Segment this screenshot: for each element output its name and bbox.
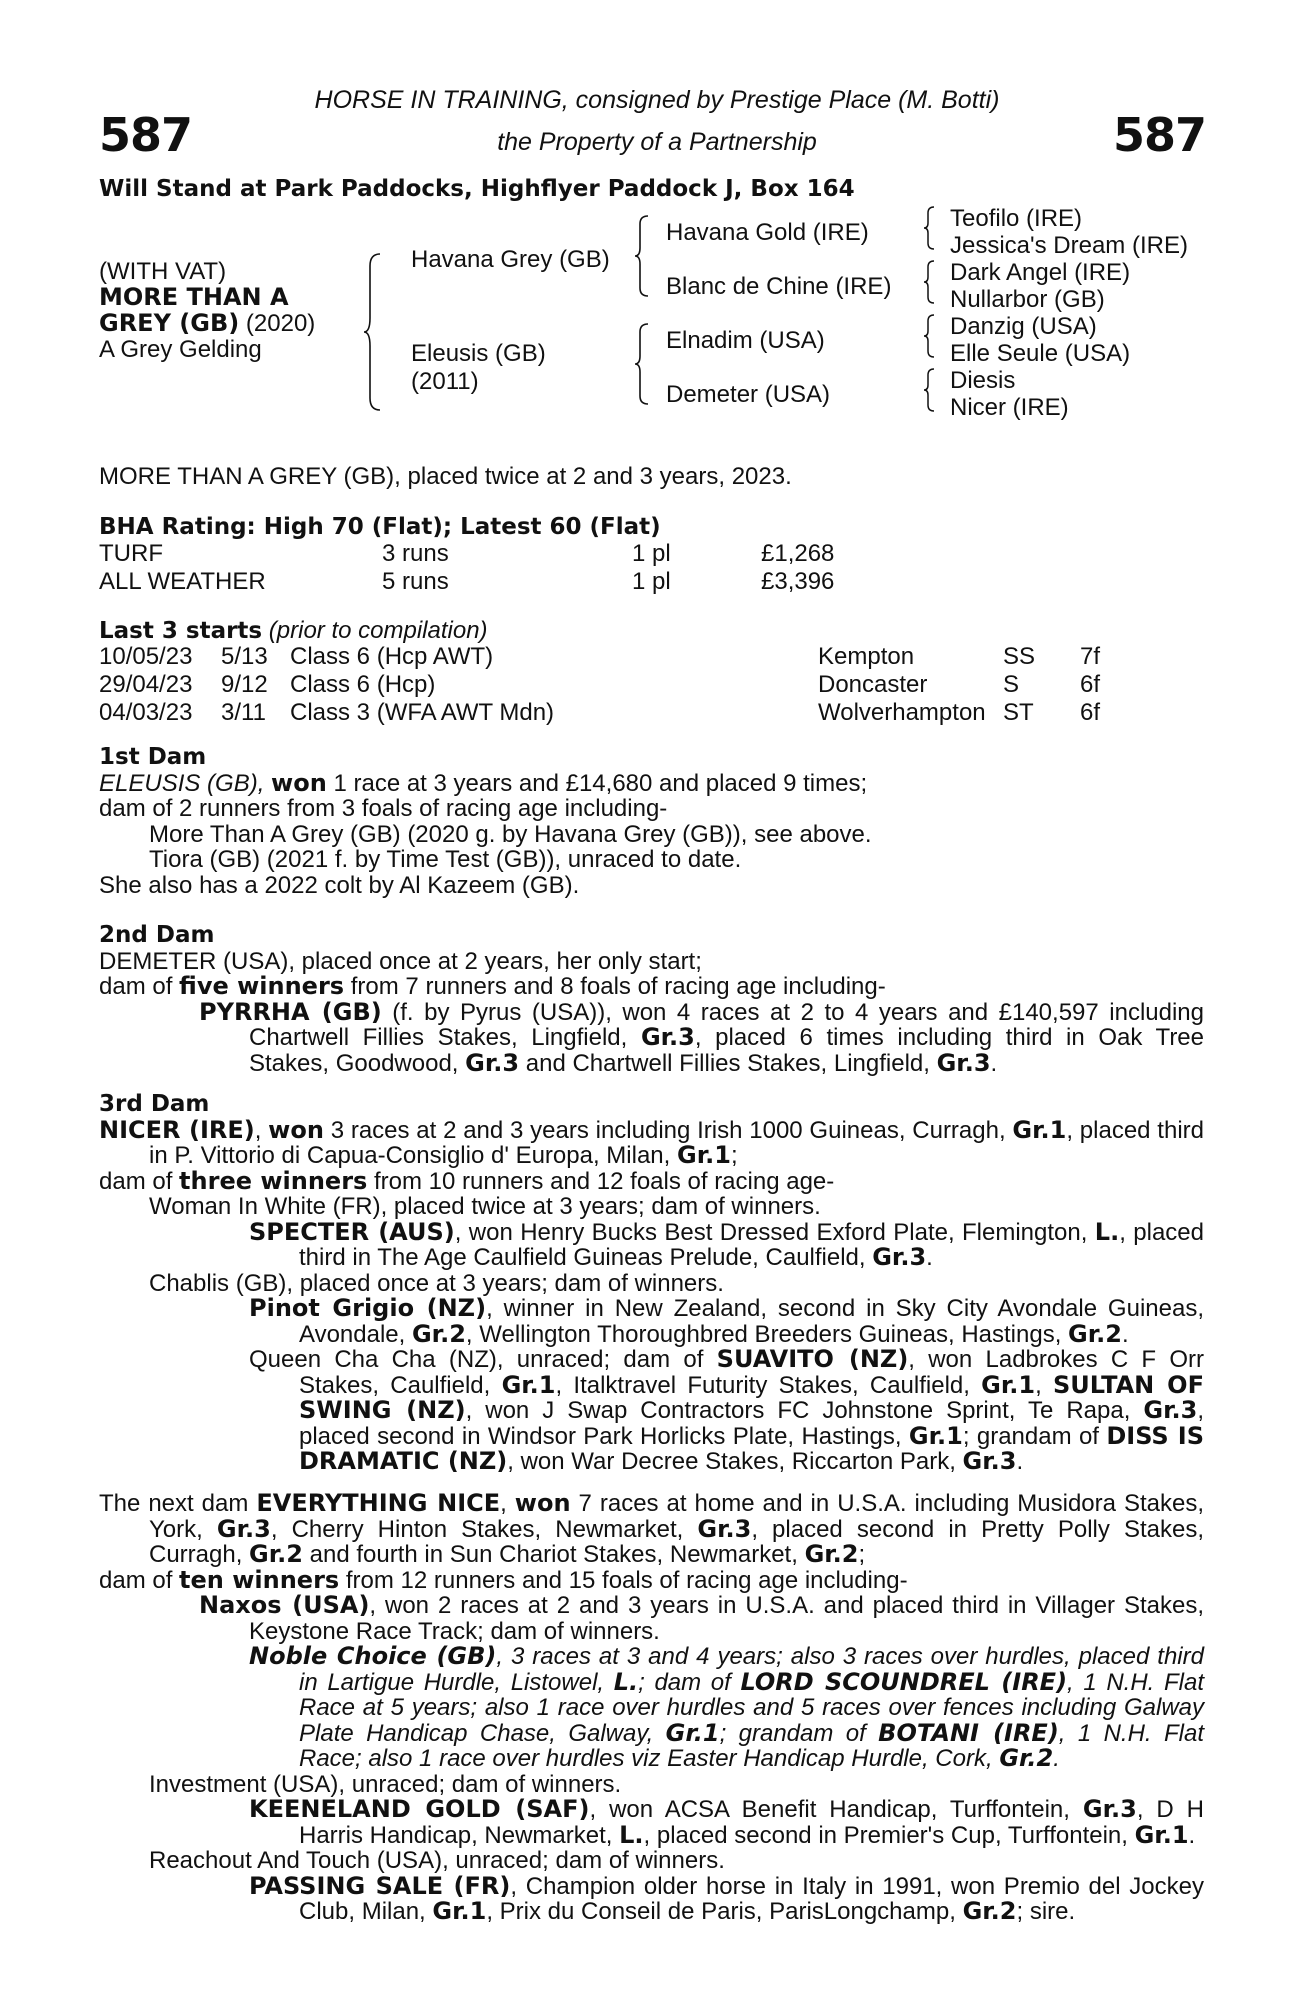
text: dam of <box>99 1167 180 1195</box>
horse-name: KEENELAND GOLD (SAF) <box>249 1795 590 1823</box>
produce-item: Tiora (GB) (2021 f. by Time Test (GB)), unraced to date. <box>149 846 742 873</box>
produce-item: Reachout And Touch (USA), unraced; dam of winners. <box>149 1847 725 1874</box>
text: dam of <box>99 1566 180 1594</box>
start-row <box>99 699 1100 727</box>
horse-name: LORD SCOUNDREL (IRE) <box>740 1667 1068 1696</box>
pedigree-bracket-g3 <box>924 313 936 359</box>
text: , 3 races at 3 and 4 years; also 3 races over hurdles, placed third in Lartigue Hurdle, Listowel, <box>299 1643 1204 1696</box>
horse-name-line2 <box>99 311 315 337</box>
text: , placed third in The Age Caulfield Guineas Prelude, Caulfield, <box>299 1218 1204 1271</box>
last-starts-note: (prior to compilation) <box>262 617 488 644</box>
third-dam-section <box>99 1092 1204 1475</box>
text: The next dam <box>99 1490 257 1517</box>
text: dam of <box>99 973 180 1000</box>
text: , won Henry Bucks Best Dressed Exford Plate, Flemington, <box>454 1218 1095 1246</box>
text: , Italktravel Futurity Stakes, Caulfield, <box>555 1371 982 1399</box>
next-dam-record <box>99 1491 1204 1568</box>
grade: Gr.2 <box>1068 1319 1122 1348</box>
text: ; sire. <box>1016 1898 1076 1925</box>
horse-name: SPECTER (AUS) <box>249 1217 455 1246</box>
text: and Chartwell Fillies Stakes, Lingfield, <box>519 1049 937 1077</box>
rating-row <box>99 540 834 568</box>
grade: Gr.3 <box>697 1514 752 1543</box>
dam-name: ELEUSIS (GB), <box>99 769 272 797</box>
grade: Gr.2 <box>804 1540 859 1568</box>
grade: Gr.1 <box>1012 1115 1067 1144</box>
pedigree-bracket-main <box>366 252 384 412</box>
text: . <box>990 1049 998 1077</box>
start-race: Class 6 (Hcp AWT) <box>290 643 494 670</box>
runs: 5 runs <box>382 568 449 595</box>
vat-note: (WITH VAT) <box>99 258 227 285</box>
grade: Gr.3 <box>216 1514 271 1543</box>
start-going: SS <box>1003 643 1036 670</box>
grade: Gr.1 <box>501 1370 556 1399</box>
grade: L. <box>619 1820 644 1849</box>
produce-item: More Than A Grey (GB) (2020 g. by Havana Grey (GB)), see above. <box>149 820 872 848</box>
text: , Wellington Thoroughbred Breeders Guineas, Hastings, <box>465 1320 1069 1348</box>
sire-name: Havana Grey (GB) <box>411 246 610 273</box>
start-course: Kempton <box>818 643 915 670</box>
winners-count: five winners <box>179 972 345 1000</box>
grade: Gr.1 <box>677 1141 731 1169</box>
produce-item: Woman In White (FR), placed twice at 3 years; dam of winners. <box>149 1193 821 1220</box>
won-label: won <box>268 1115 324 1144</box>
last-starts-title: Last 3 starts <box>99 618 263 644</box>
third-dam-heading: 3rd Dam <box>99 1091 210 1117</box>
second-dam-produce <box>99 974 1204 1000</box>
text: , Prix du Conseil de Paris, ParisLongchamp, <box>486 1898 963 1925</box>
text: . <box>926 1244 933 1271</box>
first-dam-produce: dam of 2 runners from 3 foals of racing age including- <box>99 795 668 822</box>
grade: Gr.2 <box>411 1319 466 1348</box>
start-course: Doncaster <box>818 671 928 698</box>
record-text: 1 race at 3 years and £14,680 and placed 9 times; <box>326 769 868 797</box>
runs: 3 runs <box>382 540 449 567</box>
surface: TURF <box>99 540 163 567</box>
text: from 12 runners and 15 foals of racing age including- <box>339 1566 908 1594</box>
grade: Gr.1 <box>1134 1820 1189 1849</box>
text: , 1 N.H. Flat Race at 5 years; also 1 race over hurdles and 5 races over fences including Galway Plate Handicap Chase, Galway, <box>299 1668 1204 1747</box>
horse-description: A Grey Gelding <box>99 336 262 363</box>
text: ; <box>730 1142 738 1169</box>
start-race: Class 3 (WFA AWT Mdn) <box>290 699 555 726</box>
first-dam-heading: 1st Dam <box>99 744 207 770</box>
horse-name: BOTANI (IRE) <box>878 1718 1059 1747</box>
produce-specter <box>99 1217 1204 1271</box>
winners-count: three winners <box>179 1166 368 1195</box>
produce-noble-choice <box>99 1644 1204 1772</box>
text: ; dam of <box>638 1668 741 1696</box>
grade: L. <box>613 1667 639 1696</box>
start-distance: 7f <box>1080 643 1101 670</box>
text: . <box>1016 1448 1024 1475</box>
produce-queen-cha-cha <box>99 1347 1204 1475</box>
horse-name: EVERYTHING NICE <box>256 1489 501 1517</box>
text: , won Ladbrokes C F Orr Stakes, Caulfield, <box>299 1346 1204 1399</box>
text: . <box>1188 1821 1196 1849</box>
produce-item: Investment (USA), unraced; dam of winners. <box>149 1770 622 1798</box>
text: Queen Cha Cha (NZ), unraced; dam of <box>249 1346 717 1373</box>
dam-foaled-year: (2011) <box>411 368 479 395</box>
second-dam-section <box>99 923 1204 1076</box>
pedigree-bracket-dam <box>636 322 650 406</box>
rating-title: BHA Rating: High 70 (Flat); Latest 60 (Flat) <box>99 514 661 540</box>
prize: £3,396 <box>761 568 835 595</box>
start-position: 3/11 <box>221 699 266 726</box>
stand-location: Will Stand at Park Paddocks, Highflyer Paddock J, Box 164 <box>99 176 855 202</box>
text: ; grandam of <box>719 1719 879 1747</box>
text: and fourth in Sun Chariot Stakes, Newmarket, <box>302 1541 805 1568</box>
ancestor-2: Jessica's Dream (IRE) <box>950 232 1188 259</box>
horse-name: Pinot Grigio (NZ) <box>249 1294 487 1322</box>
placed: 1 pl <box>632 540 671 567</box>
last-starts-table <box>99 643 1100 727</box>
text: , <box>1035 1371 1053 1399</box>
start-distance: 6f <box>1080 671 1101 698</box>
third-dam-produce <box>99 1166 1204 1195</box>
first-dam-section <box>99 745 1204 898</box>
horse-name: PYRRHA (GB) <box>199 997 382 1026</box>
start-course: Wolverhampton <box>818 699 986 726</box>
lot-number-left: 587 <box>99 108 193 162</box>
horse-name: NICER (IRE) <box>99 1115 255 1144</box>
rating-row <box>99 568 834 596</box>
sire-sire-name: Havana Gold (IRE) <box>666 219 869 246</box>
text: , <box>500 1490 515 1517</box>
text: 7 races at home and in U.S.A. including Musidora Stakes, York, <box>149 1490 1204 1543</box>
next-dam-produce <box>99 1565 1204 1594</box>
pedigree-bracket-g4 <box>924 367 936 413</box>
grade: Gr.3 <box>936 1048 991 1077</box>
ancestor-5: Danzig (USA) <box>950 313 1097 340</box>
produce-naxos <box>99 1593 1204 1644</box>
grade: Gr.2 <box>249 1540 303 1568</box>
produce-keeneland-gold <box>99 1797 1204 1848</box>
horse-name: DISS IS DRAMATIC (NZ) <box>299 1421 1204 1475</box>
ancestor-6: Elle Seule (USA) <box>950 340 1131 367</box>
sire-dam-name: Blanc de Chine (IRE) <box>666 273 892 300</box>
text: , winner in New Zealand, second in Sky City Avondale Guineas, Avondale, <box>299 1295 1204 1348</box>
text: , won ACSA Benefit Handicap, Turffontein, <box>589 1796 1083 1823</box>
start-row <box>99 671 1100 699</box>
text: 3 races at 2 and 3 years including Irish 1000 Guineas, Curragh, <box>323 1116 1013 1144</box>
text: , Cherry Hinton Stakes, Newmarket, <box>270 1515 698 1543</box>
text: . <box>1121 1320 1129 1348</box>
horse-name: Noble Choice (GB) <box>249 1642 497 1670</box>
last-starts-heading <box>99 617 488 645</box>
text: ; <box>858 1541 866 1568</box>
ancestor-4: Nullarbor (GB) <box>950 286 1105 313</box>
race-summary: MORE THAN A GREY (GB), placed twice at 2 and 3 years, 2023. <box>99 463 792 490</box>
grade: Gr.3 <box>640 1023 695 1051</box>
surface: ALL WEATHER <box>99 568 266 595</box>
grade: Gr.3 <box>465 1048 520 1077</box>
rating-table <box>99 540 834 596</box>
text: , placed second in Premier's Cup, Turffontein, <box>643 1821 1135 1849</box>
second-dam-record: DEMETER (USA), placed once at 2 years, her only start; <box>99 947 702 975</box>
produce-passing-sale <box>99 1871 1204 1925</box>
start-going: ST <box>1003 699 1034 726</box>
third-dam-record <box>99 1115 1204 1169</box>
won-label: won <box>514 1489 571 1517</box>
text: ; grandam of <box>962 1422 1107 1450</box>
horse-name-line1: MORE THAN A <box>99 283 289 311</box>
produce-pinot-grigio <box>99 1296 1204 1347</box>
start-position: 5/13 <box>221 643 268 670</box>
grade: Gr.3 <box>872 1243 927 1271</box>
text: , placed 6 times including third in Oak Tree Stakes, Goodwood, <box>249 1024 1204 1077</box>
grade: Gr.1 <box>981 1370 1036 1399</box>
start-row <box>99 643 1100 671</box>
ancestor-7: Diesis <box>950 367 1016 394</box>
consignment-line: HORSE IN TRAINING, consigned by Prestige Place (M. Botti) <box>314 86 1000 114</box>
text: . <box>1053 1745 1060 1772</box>
won-label: won <box>271 768 327 797</box>
grade: Gr.1 <box>665 1718 720 1747</box>
dam-name: Eleusis (GB) <box>411 340 546 367</box>
winners-count: ten winners <box>179 1565 340 1594</box>
text: from 7 runners and 8 foals of racing age including- <box>344 973 886 1000</box>
text: , <box>254 1116 269 1144</box>
grade: Gr.2 <box>999 1744 1054 1772</box>
text: , placed second in Windsor Park Horlicks Plate, Hastings, <box>299 1397 1204 1450</box>
prize: £1,268 <box>761 540 835 567</box>
text: , D H Harris Handicap, Newmarket, <box>299 1796 1204 1849</box>
start-going: S <box>1003 671 1020 698</box>
property-line: the Property of a Partnership <box>497 128 817 156</box>
next-dam-section <box>99 1491 1204 1925</box>
text: , won 2 races at 2 and 3 years in U.S.A. and placed third in Villager Stakes, Keystone Race Track; dam of winners. <box>249 1592 1204 1645</box>
first-dam-note: She also has a 2022 colt by Al Kazeem (GB). <box>99 871 580 899</box>
text: , Champion older horse in Italy in 1991, won Premio del Jockey Club, Milan, <box>299 1872 1204 1925</box>
text: , placed third in P. Vittorio di Capua-Consiglio d' Europa, Milan, <box>149 1116 1204 1169</box>
grade: Gr.2 <box>962 1897 1017 1925</box>
start-date: 04/03/23 <box>99 699 193 726</box>
start-race: Class 6 (Hcp) <box>290 671 436 698</box>
dam-dam-name: Demeter (USA) <box>666 381 831 408</box>
text: , placed second in Pretty Polly Stakes, Curragh, <box>149 1515 1205 1568</box>
horse-name: Naxos (USA) <box>199 1591 370 1619</box>
grade: Gr.3 <box>1143 1396 1198 1424</box>
horse-name: PASSING SALE (FR) <box>249 1871 511 1900</box>
start-date: 29/04/23 <box>99 671 193 698</box>
start-date: 10/05/23 <box>99 643 193 670</box>
start-distance: 6f <box>1080 699 1101 726</box>
pedigree-bracket-g1 <box>924 205 936 251</box>
text: , won J Swap Contractors FC Johnstone Sprint, Te Rapa, <box>465 1397 1144 1424</box>
horse-name: SULTAN OF SWING (NZ) <box>299 1370 1204 1424</box>
lot-number-right: 587 <box>1112 108 1206 162</box>
text: , won War Decree Stakes, Riccarton Park, <box>507 1448 963 1475</box>
dam-sire-name: Elnadim (USA) <box>666 327 825 354</box>
pedigree-bracket-sire <box>636 214 650 298</box>
second-dam-heading: 2nd Dam <box>99 922 215 948</box>
grade: Gr.3 <box>962 1447 1017 1475</box>
produce-pyrrha <box>99 997 1205 1077</box>
text: (f. by Pyrus (USA)), won 4 races at 2 to 4 years and £140,597 including Chartwell Fillies Stakes, Lingfield, <box>249 998 1205 1051</box>
grade: Gr.1 <box>432 1897 487 1925</box>
ancestor-1: Teofilo (IRE) <box>950 205 1083 232</box>
placed: 1 pl <box>632 568 671 595</box>
ancestor-3: Dark Angel (IRE) <box>950 259 1131 286</box>
grade: Gr.1 <box>908 1421 963 1450</box>
grade: Gr.3 <box>1082 1795 1137 1823</box>
text: from 10 runners and 12 foals of racing age- <box>367 1167 835 1195</box>
ancestor-8: Nicer (IRE) <box>950 394 1069 421</box>
horse-name-part2: GREY (GB) <box>99 309 240 337</box>
produce-item: Chablis (GB), placed once at 3 years; dam of winners. <box>149 1269 724 1297</box>
first-dam-record <box>99 768 1204 797</box>
start-position: 9/12 <box>221 671 268 698</box>
horse-name: SUAVITO (NZ) <box>716 1345 909 1373</box>
text: , 1 N.H. Flat Race; also 1 race over hurdles viz Easter Handicap Hurdle, Cork, <box>299 1719 1205 1772</box>
pedigree-bracket-g2 <box>924 259 936 305</box>
horse-foaled-year: (2020) <box>239 310 316 337</box>
grade: L. <box>1094 1217 1120 1246</box>
